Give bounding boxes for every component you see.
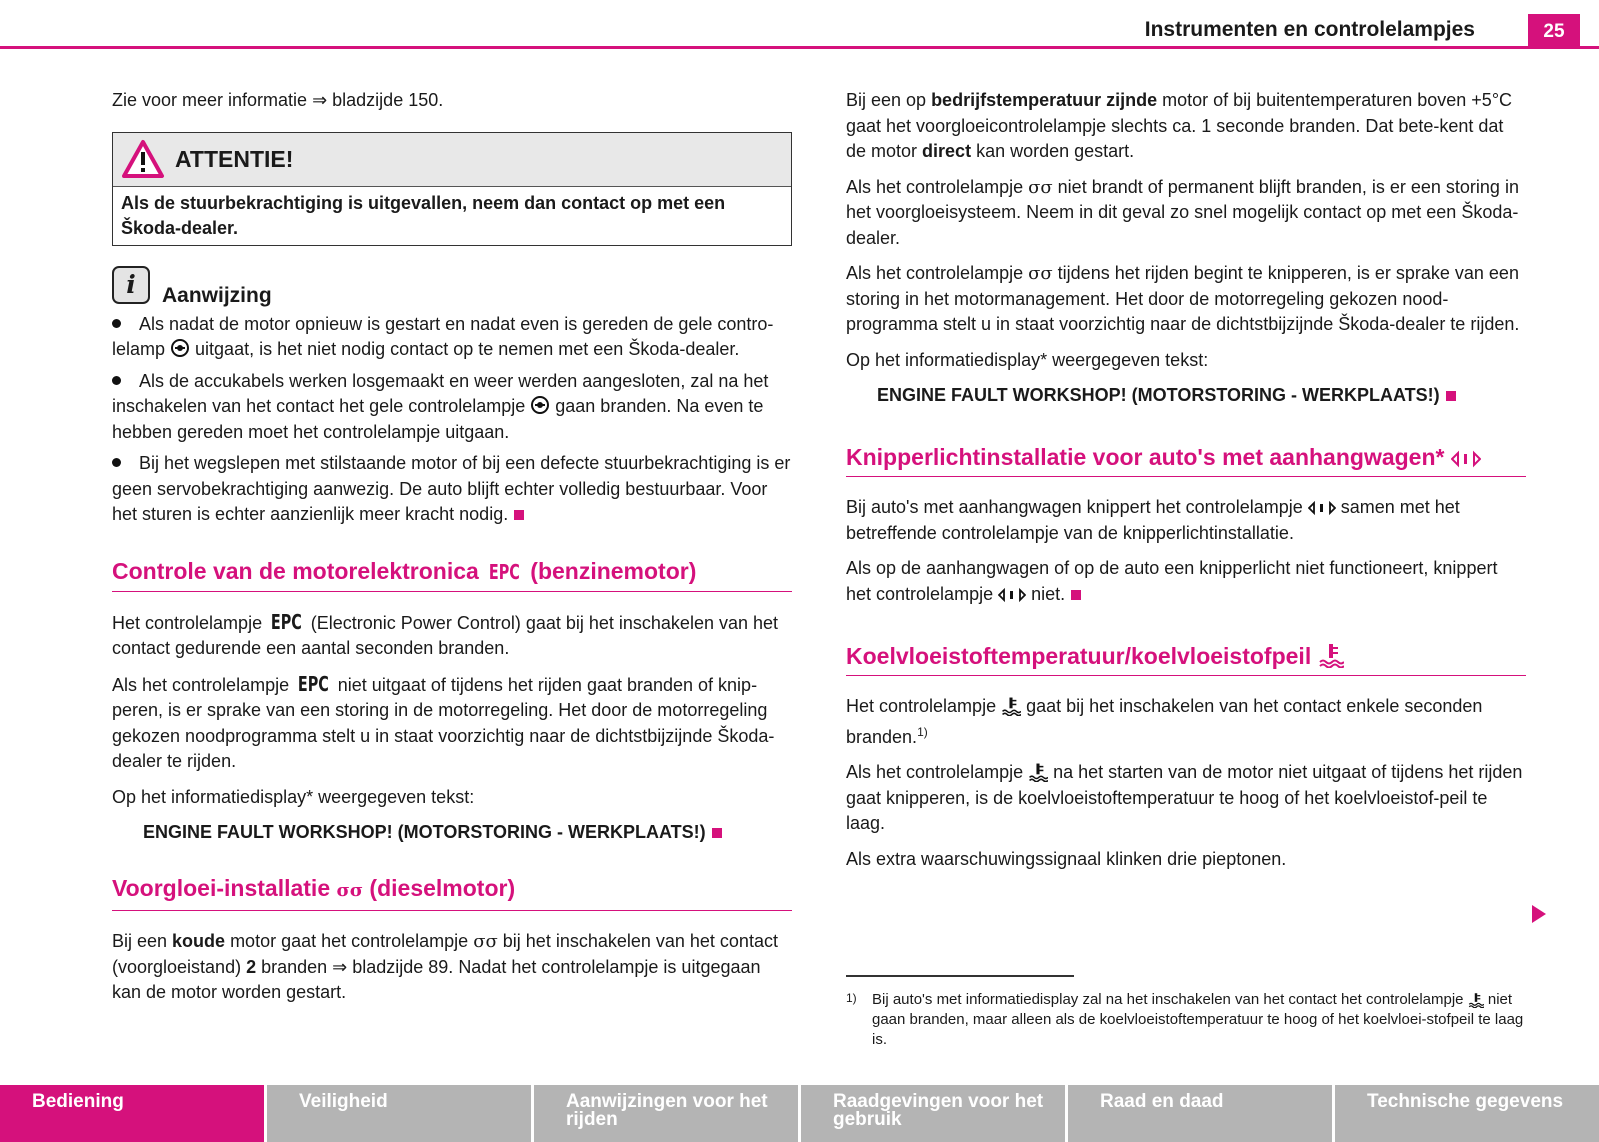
tab-veiligheid[interactable]: Veiligheid — [267, 1085, 531, 1142]
section-end-mark — [712, 828, 722, 838]
warning-label: ATTENTIE! — [175, 145, 294, 172]
page-header — [0, 0, 1599, 50]
tab-bediening[interactable]: Bediening — [0, 1085, 264, 1142]
chapter-title: Instrumenten en controlelampjes — [1144, 18, 1475, 41]
section-end-mark — [1446, 391, 1456, 401]
glow-paragraph-4: Als het controlelampje σσ tijdens het rijden begint te knipperen, is er sprake van een storing in het motormanagement. Het door de motorregeling gekozen nood-programma stelt u in staat voorzichtig naar de dichtstbijzijnde Škoda-dealer te rijden. — [846, 263, 1520, 334]
footnote — [846, 990, 1526, 1050]
info-icon: i — [112, 266, 150, 304]
tab-raadgevingen[interactable]: Raadgevingen voor het gebruik — [801, 1085, 1065, 1142]
trailer-turn-signal-icon — [1308, 500, 1336, 516]
epc-paragraph-3: Op het informatiedisplay* weergegeven tekst: — [112, 786, 475, 807]
tab-raad-en-daad[interactable]: Raad en daad — [1068, 1085, 1332, 1142]
note-header — [112, 266, 792, 307]
trailer-section-heading: Knipperlichtinstallatie voor auto's met aanhangwagen* — [846, 442, 1526, 477]
right-column — [846, 88, 1526, 882]
coolant-paragraph-2: Als het controlelampje na het starten van de motor niet uitgaat of tijdens het rijden gaat knipperen, is de koelvloeistoftemperatuur te hoog of het koelvloeistof-peil te laag. — [846, 762, 1523, 833]
trailer-paragraph-2: Als op de aanhangwagen of op de auto een knipperlicht niet functioneert, knippert het controlelampje niet. — [846, 558, 1498, 604]
glow-section-heading: Voorgloei-installatie σσ (dieselmotor) — [112, 873, 792, 911]
note-bullet-2: Als de accukabels werken losgemaakt en weer werden aangesloten, zal na het inschakelen van het contact het gele controlelampje gaan branden. Na even te hebben gereden moet het controlelampje uitgaan. — [112, 370, 769, 442]
glow-paragraph-3: Als het controlelampje σσ niet brandt of permanent blijft branden, is er een storing in het voorgloeisysteem. Neem in dit geval zo snel mogelijk contact op met een Škoda-dealer. — [846, 176, 1519, 248]
epc-icon: EPC — [489, 559, 521, 584]
epc-display-text: ENGINE FAULT WORKSHOP! (MOTORSTORING - WERKPLAATS!) — [112, 820, 792, 845]
warning-triangle-icon — [121, 139, 165, 179]
section-end-mark — [1071, 590, 1081, 600]
section-end-mark — [514, 510, 524, 520]
footnote-reference[interactable]: 1) — [917, 724, 928, 739]
epc-icon: EPC — [297, 671, 329, 696]
trailer-paragraph-1: Bij auto's met aanhangwagen knippert het controlelampje samen met het betreffende controlelampje van de knipperlichtinstallatie. — [846, 497, 1460, 543]
intro-text — [112, 88, 792, 114]
epc-paragraph-2: Als het controlelampje EPC niet uitgaat of tijdens het rijden gaat branden of knip-peren, is er sprake van een storing in de motorregeling. Het door de motorregeling gekozen noodprogramma stelt u in staat voorzichtig naar de dichtstbijzijnde Škoda-dealer te rijden. — [112, 671, 775, 771]
intro-link[interactable]: Zie voor meer informatie ⇒ bladzijde 150. — [112, 90, 444, 110]
left-column — [112, 88, 792, 1016]
glow-paragraph-5: Op het informatiedisplay* weergegeven tekst: — [846, 349, 1209, 370]
footnote-rule — [846, 975, 1074, 977]
glow-paragraph-2: Bij een op bedrijfstemperatuur zijnde motor of bij buitentemperaturen boven +5°C gaat het voorgloeicontrolelampje slechts ca. 1 seconde branden. Dat bete-kent dat de motor direct kan worden gestart. — [846, 90, 1513, 161]
bottom-navigation — [0, 1085, 1599, 1142]
footnote-text: Bij auto's met informatiedisplay zal na het inschakelen van het contact het controlelampje niet gaan branden, maar alleen als de koelvloeistoftemperatuur te hoog of het koelvloei-stofpeil te laag is. — [872, 991, 1524, 1048]
steering-warning-icon — [170, 338, 190, 358]
bullet-dot — [112, 319, 121, 328]
glow-display-text: ENGINE FAULT WORKSHOP! (MOTORSTORING - WERKPLAATS!) — [846, 383, 1526, 408]
coolant-paragraph-3: Als extra waarschuwingssignaal klinken drie pieptonen. — [846, 848, 1287, 869]
coolant-section-heading: Koelvloeistoftemperatuur/koelvloeistofpeil — [846, 641, 1526, 676]
bullet-dot — [112, 376, 121, 385]
coolant-temperature-icon — [1028, 762, 1048, 782]
warning-text: Als de stuurbekrachtiging is uitgevallen, neem dan contact op met een Škoda-dealer. — [121, 192, 726, 238]
glow-plug-icon: σσ — [1028, 176, 1053, 198]
footnote-mark: 1) — [846, 991, 857, 1005]
note-bullet-1: Als nadat de motor opnieuw is gestart en nadat even is gereden de gele contro-lelamp uitgaat, is het niet nodig contact op te nemen met een Škoda-dealer. — [112, 313, 774, 359]
continue-arrow-icon[interactable] — [1532, 905, 1546, 923]
steering-warning-icon — [530, 395, 550, 415]
epc-icon: EPC — [270, 609, 302, 634]
epc-section-heading: Controle van de motorelektronica EPC (benzinemotor) — [112, 556, 792, 592]
glow-plug-icon: σσ — [473, 931, 498, 952]
note-title: Aanwijzing — [162, 283, 272, 307]
coolant-temperature-icon — [1468, 992, 1484, 1008]
glow-plug-icon: σσ — [336, 880, 364, 901]
note-bullet-3: Bij het wegslepen met stilstaande motor of bij een defecte stuurbekrachtiging is er geen servobekrachtiging aanwezig. De auto blijft echter volledig bestuurbaar. Voor het sturen is echter aanzienlijk meer kracht nodig. — [112, 453, 791, 524]
page-number: 25 — [1528, 14, 1580, 48]
header-rule — [0, 46, 1599, 49]
tab-aanwijzingen[interactable]: Aanwijzingen voor het rijden — [534, 1085, 798, 1142]
tab-technische-gegevens[interactable]: Technische gegevens — [1335, 1085, 1599, 1142]
glow-plug-icon: σσ — [1028, 263, 1053, 284]
trailer-turn-signal-icon — [1451, 450, 1481, 468]
epc-paragraph-1: Het controlelampje EPC (Electronic Power Control) gaat bij het inschakelen van het contact gedurende een aantal seconden branden. — [112, 609, 779, 658]
coolant-paragraph-1: Het controlelampje gaat bij het inschakelen van het contact enkele seconden branden.$^{1)}$ — [846, 696, 1483, 747]
bullet-dot — [112, 458, 121, 467]
coolant-temperature-icon — [1001, 696, 1021, 716]
warning-box — [112, 132, 792, 246]
glow-paragraph-1: Bij een koude motor gaat het controlelampje σσ bij het inschakelen van het contact (voorgloeistand) 2 branden ⇒ bladzijde 89. Nadat het controlelampje is uitgegaan kan de motor worden gestart. — [112, 931, 778, 1002]
warning-header — [113, 133, 791, 187]
coolant-temperature-icon — [1318, 642, 1344, 668]
trailer-turn-signal-icon — [998, 587, 1026, 603]
